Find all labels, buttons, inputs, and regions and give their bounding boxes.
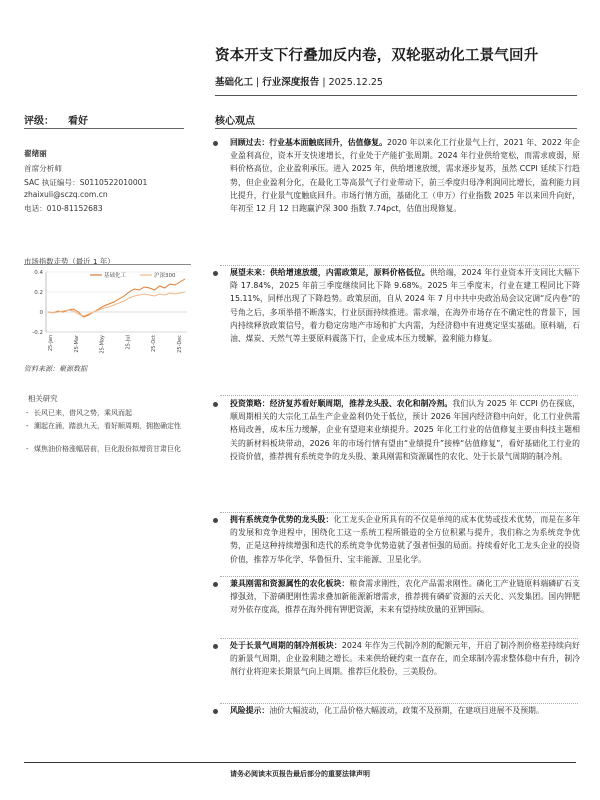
core-item-refrigerant	[230, 639, 580, 679]
rating-divider	[24, 128, 184, 129]
core-item-body: 化工龙头企业所具有的不仅是单纯的成本优势或技术优势，而是在多年的发展和竞争进程中，围绕化工这一系统工程所锻造的全方位积累与提升，我们称之为系统竞争优势，正是这种持续增强和迭代的系统竞争优势造就了强者恒强的局面。持续看好化工龙头企业的投资价值，推荐万华化学、华鲁恒升、宝丰能源、卫星化学。	[230, 515, 581, 564]
core-item-lead: 回顾过去：行业基本面触底回升，估值修复。	[230, 138, 388, 147]
core-item-risk	[230, 704, 580, 717]
phone-number: 010-81152683	[46, 204, 103, 213]
rating-label: 评级：	[24, 116, 54, 127]
chart-x-tick-label: 25-Mar	[73, 335, 80, 353]
core-item-lead: 风险提示：	[230, 706, 270, 715]
phone-label: 电话：	[24, 204, 47, 213]
chart-series-line-1	[48, 292, 185, 316]
core-item-strategy	[230, 397, 580, 463]
core-item-review	[230, 136, 580, 215]
item-separator	[220, 395, 578, 396]
analyst-name: 翟绪丽	[24, 149, 47, 158]
analyst-sac	[24, 177, 147, 188]
chart-x-tick-label: 25-Dec	[177, 335, 183, 353]
chart-x-tick-label: 25-Oct	[151, 335, 158, 352]
footer-divider	[24, 762, 576, 763]
related-item-text: 潮起在涌，踏浪九天，看好顺周期，拥抱确定性	[34, 422, 181, 430]
chart-x-tick-label: 25-Jul	[125, 335, 132, 350]
chart-y-tick-label: 0.4	[34, 270, 43, 276]
industry-label: 基础化工	[215, 77, 254, 88]
market-index-chart	[24, 266, 191, 354]
rating	[24, 112, 88, 127]
chart-y-tick-label: 0	[39, 310, 43, 316]
related-research-title: 相关研究	[28, 394, 58, 403]
core-item-lead: 拥有系统竞争优势的龙头股：	[230, 515, 334, 524]
chart-y-labels	[32, 270, 43, 336]
chart-grid	[46, 272, 187, 332]
core-item-lead: 展望未来：供给增速放缓，内需政策足，原料价格低位。	[230, 268, 430, 277]
core-item-body: 粮食需求刚性，农化产品需求刚性。磷化工产业链原料端磷矿石支撑强劲，下游磷肥刚性需求叠加新能源新增需求，推荐拥有磷矿资源的云天化、兴发集团。国内钾肥对外依存度高，推荐在海外拥有钾肥资源，未来有望持续放量的亚钾国际。	[230, 579, 581, 615]
chart-series-line-0	[48, 279, 185, 317]
chart-y-tick-label: 0.2	[34, 290, 43, 296]
rating-value: 看好	[68, 116, 88, 127]
header-divider	[215, 95, 577, 96]
report-subtitle	[215, 74, 383, 88]
related-bullet: -	[26, 422, 29, 430]
core-item-lead: 兼具刚需和资源属性的农化板块：	[230, 579, 350, 588]
chart-top-rule	[24, 264, 191, 265]
related-item-text: 煤焦油价格涨幅居前，巨化股份拟增资甘肃巨化	[34, 445, 181, 453]
chart-series	[48, 279, 185, 317]
core-item-leaders	[230, 513, 580, 566]
sac-number: S0110522010001	[79, 178, 148, 187]
chart-legend-label-1: 沪深300	[154, 273, 176, 279]
related-bullet: -	[26, 409, 29, 417]
core-item-outlook	[230, 266, 580, 345]
core-item-body: 2020 年以来化工行业景气上行，2021 年、2022 年企业盈利高位，资本开支快速增长，行业处于产能扩张周期。2024 年行业供给宽松，而需求疲弱，原料价格高位，企业盈利承压。进入 2025 年，供给增速放缓，需求逐步复苏，虽然 CCPI 延续下行趋势，但企业盈利分化，在最化工等高景气子行业带动下，前三季度归母净利润同比增长，盈利能力同比提升，行业景气度触底回升。市场行情方面，基础化工（申万）行业指数 2025 年以来回升向好，年初至 12 月 12 日跑赢沪深 300 指数 7.74pct，估值出现修复。	[230, 138, 580, 214]
chart-x-labels	[48, 334, 183, 353]
core-item-lead: 处于长景气周期的制冷剂板块：	[230, 641, 342, 650]
sac-label: SAC 执证编号：	[24, 178, 80, 187]
core-item-lead: 投资策略：经济复苏看好顺周期，推荐龙头股、农化和制冷剂。	[230, 399, 453, 408]
related-item[interactable]	[26, 421, 194, 431]
chart-legend-label-0: 基础化工	[104, 273, 127, 279]
chart-y-tick-label: -0.2	[32, 330, 43, 336]
core-view-title: 核心观点	[215, 116, 255, 127]
chart-source: 资料来源：聚源数据	[24, 365, 87, 373]
related-item[interactable]	[26, 408, 194, 418]
core-item-body: 油价大幅波动，化工品价格大幅波动，政策不及预期，在建项目进展不及预期。	[269, 706, 544, 715]
related-item-text: 长风已来，借风之势，乘风而起	[34, 409, 132, 417]
core-view-divider	[215, 128, 577, 129]
report-title: 资本开支下行叠加反内卷，双轮驱动化工景气回升	[215, 48, 539, 64]
chart-x-tick-label: 25-Jan	[48, 335, 54, 352]
analyst-email[interactable]: zhaixuli@sczq.com.cn	[24, 190, 108, 199]
subtitle-separator-1: |	[256, 77, 260, 88]
core-item-agrochem	[230, 577, 580, 617]
related-item[interactable]	[26, 444, 194, 454]
related-bullet: -	[26, 445, 29, 453]
report-type-label: 行业深度报告	[262, 77, 320, 88]
core-item-body: 供给端，2024 年行业资本开支同比大幅下降 17.84%，2025 年前三季度继续同比下降 9.68%。2025 年三季度末，行业在建工程同比下降 15.11%，同样出现了下降趋势。政策层面，自从 2024 年 7 月中共中央政治局会议定调“反内卷”的号角之后，多项举措不断落实，行业层面持续推进。需求端，在海外市场存在不确定性的背景下，国内持续释放政策信号，着力稳定房地产市场和扩大内需，为经济稳中有进奠定坚实基础。原料端，石油、煤炭、天然气等主要原料震荡下行，企业成本压力缓解，盈利能力修复。	[230, 268, 580, 344]
analyst-title: 首席分析师	[24, 164, 62, 173]
chart-x-tick-label: 25-May	[99, 335, 106, 354]
chart-title: 市场指数走势（最近 1 年）	[24, 257, 115, 266]
core-item-body: 我们认为 2025 年 CCPI 仍在探底，顺周期相关的大宗化工品生产企业盈利仍处于低位，预计 2026 年国内经济稳中向好，化工行业供需格局改善，成本压力缓解，企业有望迎来业绩提升。2025 年化工行业的估值修复主要由科技主题相关的新材料板块带动，2026 年的市场行情有望由“业绩提升”接棒“估值修复”，看好基础化工行业的投资价值，推荐拥有系统竞争的龙头股、兼具刚需和资源属性的农化、处于长景气周期的制冷剂。	[230, 399, 580, 461]
report-date: 2025.12.25	[328, 77, 383, 88]
analyst-phone	[24, 203, 103, 214]
legal-notice-footer: 请务必阅读末页报告最后部分的重要法律声明	[230, 770, 370, 778]
subtitle-separator-2: |	[322, 77, 326, 88]
core-item-body: 2024 年作为三代制冷剂的配额元年，开启了制冷剂价格差持续向好的新景气周期，企业盈利随之增长。未来供给硬约束一直存在，而全球制冷需求整体稳中有升，制冷剂行业将迎来长期景气向上周期。推荐巨化股份，三美股份。	[230, 641, 580, 677]
